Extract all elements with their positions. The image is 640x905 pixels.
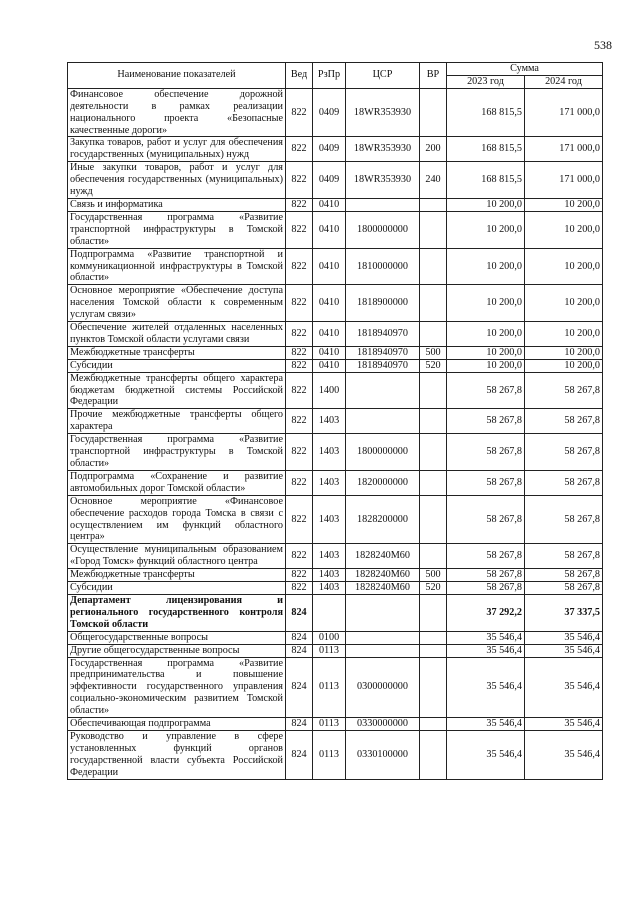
table-row xyxy=(68,88,603,137)
row-sum-2023-cell: 10 200,0 xyxy=(447,322,525,347)
row-sum-2023-cell: 10 200,0 xyxy=(447,248,525,285)
row-csr-cell: 1818940970 xyxy=(346,346,420,359)
row-ved-cell: 822 xyxy=(286,495,313,544)
row-vr-cell xyxy=(420,657,447,718)
row-ved-cell: 822 xyxy=(286,211,313,248)
row-name-cell: Субсидии xyxy=(68,359,286,372)
row-vr-cell xyxy=(420,285,447,322)
row-csr-cell xyxy=(346,409,420,434)
row-sum-2024-cell: 10 200,0 xyxy=(525,198,603,211)
row-vr-cell xyxy=(420,730,447,779)
row-sum-2024-cell: 58 267,8 xyxy=(525,409,603,434)
row-name-cell: Межбюджетные трансферты xyxy=(68,346,286,359)
row-ved-cell: 822 xyxy=(286,137,313,162)
row-name-cell: Государственная программа «Развитие предпринимательства и повышение эффективности государственного управления социально-экономическим развитием Томской области» xyxy=(68,657,286,718)
row-sum-2024-cell: 171 000,0 xyxy=(525,88,603,137)
row-sum-2024-cell: 10 200,0 xyxy=(525,359,603,372)
row-csr-cell: 1818940970 xyxy=(346,359,420,372)
row-csr-cell xyxy=(346,631,420,644)
row-vr-cell: 500 xyxy=(420,569,447,582)
row-name-cell: Прочие межбюджетные трансферты общего характера xyxy=(68,409,286,434)
row-sum-2023-cell: 168 815,5 xyxy=(447,137,525,162)
table-row xyxy=(68,409,603,434)
row-sum-2023-cell: 58 267,8 xyxy=(447,569,525,582)
table-header xyxy=(68,63,603,89)
row-vr-cell xyxy=(420,88,447,137)
row-sum-2023-cell: 35 546,4 xyxy=(447,730,525,779)
row-sum-2024-cell: 58 267,8 xyxy=(525,470,603,495)
row-sum-2023-cell: 35 546,4 xyxy=(447,657,525,718)
table-row xyxy=(68,359,603,372)
row-sum-2024-cell: 171 000,0 xyxy=(525,162,603,199)
row-rzpr-cell xyxy=(313,594,346,631)
row-csr-cell: 1828200000 xyxy=(346,495,420,544)
table-row xyxy=(68,285,603,322)
row-name-cell: Государственная программа «Развитие транспортной инфраструктуры в Томской области» xyxy=(68,434,286,471)
row-ved-cell: 822 xyxy=(286,198,313,211)
header-csr: ЦСР xyxy=(346,63,420,89)
row-name-cell: Обеспечение жителей отдаленных населенных пунктов Томской области услугами связи xyxy=(68,322,286,347)
row-name-cell: Основное мероприятие «Обеспечение доступа населения Томской области к современным услугам связи» xyxy=(68,285,286,322)
header-vr: ВР xyxy=(420,63,447,89)
row-sum-2023-cell: 58 267,8 xyxy=(447,434,525,471)
row-ved-cell: 824 xyxy=(286,657,313,718)
row-name-cell: Подпрограмма «Развитие транспортной и коммуникационной инфраструктуры в Томской области» xyxy=(68,248,286,285)
row-csr-cell: 1820000000 xyxy=(346,470,420,495)
row-sum-2023-cell: 37 292,2 xyxy=(447,594,525,631)
row-name-cell: Общегосударственные вопросы xyxy=(68,631,286,644)
row-vr-cell xyxy=(420,198,447,211)
row-csr-cell xyxy=(346,372,420,409)
row-vr-cell xyxy=(420,470,447,495)
row-rzpr-cell: 0410 xyxy=(313,198,346,211)
row-name-cell: Подпрограмма «Сохранение и развитие автомобильных дорог Томской области» xyxy=(68,470,286,495)
row-sum-2024-cell: 58 267,8 xyxy=(525,495,603,544)
row-ved-cell: 822 xyxy=(286,322,313,347)
row-rzpr-cell: 0100 xyxy=(313,631,346,644)
row-sum-2024-cell: 58 267,8 xyxy=(525,582,603,595)
row-sum-2023-cell: 58 267,8 xyxy=(447,544,525,569)
row-ved-cell: 822 xyxy=(286,88,313,137)
row-sum-2024-cell: 10 200,0 xyxy=(525,346,603,359)
row-csr-cell: 18WR353930 xyxy=(346,162,420,199)
table-row xyxy=(68,718,603,731)
row-sum-2024-cell: 10 200,0 xyxy=(525,248,603,285)
row-name-cell: Финансовое обеспечение дорожной деятельности в рамках реализации национального проекта «Безопасные качественные дороги» xyxy=(68,88,286,137)
row-sum-2023-cell: 58 267,8 xyxy=(447,582,525,595)
row-name-cell: Руководство и управление в сфере установленных функций органов государственной власти субъекта Российской Федерации xyxy=(68,730,286,779)
header-ved: Вед xyxy=(286,63,313,89)
row-name-cell: Межбюджетные трансферты общего характера бюджетам бюджетной системы Российской Федерации xyxy=(68,372,286,409)
row-sum-2023-cell: 10 200,0 xyxy=(447,359,525,372)
row-csr-cell: 18WR353930 xyxy=(346,88,420,137)
table-row xyxy=(68,211,603,248)
row-vr-cell xyxy=(420,409,447,434)
row-sum-2023-cell: 10 200,0 xyxy=(447,346,525,359)
row-rzpr-cell: 0410 xyxy=(313,248,346,285)
row-ved-cell: 822 xyxy=(286,569,313,582)
row-sum-2024-cell: 58 267,8 xyxy=(525,434,603,471)
row-rzpr-cell: 0410 xyxy=(313,211,346,248)
table-row xyxy=(68,137,603,162)
row-csr-cell: 1828240М60 xyxy=(346,569,420,582)
row-vr-cell xyxy=(420,544,447,569)
row-rzpr-cell: 1403 xyxy=(313,434,346,471)
row-rzpr-cell: 1403 xyxy=(313,569,346,582)
row-vr-cell xyxy=(420,248,447,285)
row-rzpr-cell: 0410 xyxy=(313,285,346,322)
row-name-cell: Иные закупки товаров, работ и услуг для обеспечения государственных (муниципальных) нужд xyxy=(68,162,286,199)
row-name-cell: Департамент лицензирования и регионального государственного контроля Томской области xyxy=(68,594,286,631)
table-row xyxy=(68,434,603,471)
row-sum-2024-cell: 10 200,0 xyxy=(525,322,603,347)
table-row xyxy=(68,198,603,211)
table-body xyxy=(68,88,603,779)
row-rzpr-cell: 1403 xyxy=(313,544,346,569)
row-vr-cell xyxy=(420,434,447,471)
row-name-cell: Связь и информатика xyxy=(68,198,286,211)
row-rzpr-cell: 0410 xyxy=(313,346,346,359)
row-vr-cell: 200 xyxy=(420,137,447,162)
row-vr-cell xyxy=(420,211,447,248)
row-sum-2023-cell: 58 267,8 xyxy=(447,470,525,495)
row-sum-2024-cell: 35 546,4 xyxy=(525,718,603,731)
row-rzpr-cell: 0113 xyxy=(313,644,346,657)
header-name: Наименование показателей xyxy=(68,63,286,89)
row-name-cell: Межбюджетные трансферты xyxy=(68,569,286,582)
row-ved-cell: 822 xyxy=(286,434,313,471)
row-sum-2023-cell: 10 200,0 xyxy=(447,211,525,248)
table-row xyxy=(68,470,603,495)
table-row xyxy=(68,569,603,582)
row-name-cell: Осуществление муниципальным образованием «Город Томск» функций областного центра xyxy=(68,544,286,569)
table-row xyxy=(68,372,603,409)
row-ved-cell: 822 xyxy=(286,470,313,495)
header-rzpr: РзПр xyxy=(313,63,346,89)
row-sum-2024-cell: 58 267,8 xyxy=(525,544,603,569)
row-vr-cell: 500 xyxy=(420,346,447,359)
row-sum-2024-cell: 171 000,0 xyxy=(525,137,603,162)
row-rzpr-cell: 1403 xyxy=(313,470,346,495)
row-csr-cell xyxy=(346,594,420,631)
table-row xyxy=(68,322,603,347)
row-ved-cell: 822 xyxy=(286,372,313,409)
row-vr-cell xyxy=(420,594,447,631)
row-csr-cell xyxy=(346,198,420,211)
table-row xyxy=(68,544,603,569)
row-rzpr-cell: 0410 xyxy=(313,359,346,372)
row-vr-cell xyxy=(420,644,447,657)
row-rzpr-cell: 0113 xyxy=(313,657,346,718)
table-row xyxy=(68,631,603,644)
row-name-cell: Обеспечивающая подпрограмма xyxy=(68,718,286,731)
row-sum-2023-cell: 10 200,0 xyxy=(447,285,525,322)
row-sum-2023-cell: 10 200,0 xyxy=(447,198,525,211)
row-vr-cell xyxy=(420,718,447,731)
header-sum: Сумма xyxy=(447,63,603,76)
row-rzpr-cell: 0410 xyxy=(313,322,346,347)
row-ved-cell: 822 xyxy=(286,582,313,595)
row-ved-cell: 824 xyxy=(286,594,313,631)
row-sum-2023-cell: 168 815,5 xyxy=(447,162,525,199)
row-sum-2024-cell: 58 267,8 xyxy=(525,569,603,582)
row-ved-cell: 824 xyxy=(286,631,313,644)
row-rzpr-cell: 0409 xyxy=(313,162,346,199)
row-sum-2023-cell: 35 546,4 xyxy=(447,644,525,657)
budget-table xyxy=(67,62,603,780)
row-sum-2024-cell: 37 337,5 xyxy=(525,594,603,631)
row-vr-cell: 240 xyxy=(420,162,447,199)
table-row xyxy=(68,495,603,544)
row-vr-cell: 520 xyxy=(420,582,447,595)
row-ved-cell: 822 xyxy=(286,409,313,434)
row-vr-cell: 520 xyxy=(420,359,447,372)
header-year-2024: 2024 год xyxy=(525,75,603,88)
header-year-2023: 2023 год xyxy=(447,75,525,88)
row-rzpr-cell: 1400 xyxy=(313,372,346,409)
row-name-cell: Другие общегосударственные вопросы xyxy=(68,644,286,657)
page-number: 538 xyxy=(594,38,612,52)
row-vr-cell xyxy=(420,322,447,347)
row-csr-cell: 1818940970 xyxy=(346,322,420,347)
row-sum-2024-cell: 35 546,4 xyxy=(525,631,603,644)
row-sum-2024-cell: 35 546,4 xyxy=(525,657,603,718)
table-row xyxy=(68,346,603,359)
row-ved-cell: 822 xyxy=(286,162,313,199)
table-row xyxy=(68,162,603,199)
row-sum-2023-cell: 58 267,8 xyxy=(447,372,525,409)
row-sum-2023-cell: 58 267,8 xyxy=(447,409,525,434)
row-sum-2024-cell: 10 200,0 xyxy=(525,285,603,322)
row-sum-2023-cell: 35 546,4 xyxy=(447,631,525,644)
table-row xyxy=(68,730,603,779)
row-ved-cell: 822 xyxy=(286,346,313,359)
row-sum-2023-cell: 168 815,5 xyxy=(447,88,525,137)
row-sum-2024-cell: 58 267,8 xyxy=(525,372,603,409)
row-ved-cell: 824 xyxy=(286,730,313,779)
row-csr-cell: 18WR353930 xyxy=(346,137,420,162)
row-csr-cell: 1810000000 xyxy=(346,248,420,285)
row-vr-cell xyxy=(420,372,447,409)
row-csr-cell: 1800000000 xyxy=(346,434,420,471)
row-name-cell: Субсидии xyxy=(68,582,286,595)
row-vr-cell xyxy=(420,631,447,644)
row-sum-2024-cell: 35 546,4 xyxy=(525,644,603,657)
row-ved-cell: 824 xyxy=(286,644,313,657)
row-rzpr-cell: 0409 xyxy=(313,137,346,162)
row-ved-cell: 824 xyxy=(286,718,313,731)
row-rzpr-cell: 1403 xyxy=(313,409,346,434)
row-vr-cell xyxy=(420,495,447,544)
row-csr-cell: 1818900000 xyxy=(346,285,420,322)
row-ved-cell: 822 xyxy=(286,544,313,569)
row-name-cell: Государственная программа «Развитие транспортной инфраструктуры в Томской области» xyxy=(68,211,286,248)
table-row xyxy=(68,657,603,718)
table-row xyxy=(68,582,603,595)
row-ved-cell: 822 xyxy=(286,285,313,322)
row-csr-cell: 0330100000 xyxy=(346,730,420,779)
row-ved-cell: 822 xyxy=(286,359,313,372)
row-sum-2024-cell: 35 546,4 xyxy=(525,730,603,779)
row-rzpr-cell: 1403 xyxy=(313,495,346,544)
row-name-cell: Основное мероприятие «Финансовое обеспечение расходов города Томска в связи с осуществлением им функций областного центра» xyxy=(68,495,286,544)
row-csr-cell: 1800000000 xyxy=(346,211,420,248)
row-csr-cell xyxy=(346,644,420,657)
row-rzpr-cell: 0113 xyxy=(313,730,346,779)
table-row xyxy=(68,594,603,631)
row-sum-2023-cell: 58 267,8 xyxy=(447,495,525,544)
row-ved-cell: 822 xyxy=(286,248,313,285)
row-sum-2023-cell: 35 546,4 xyxy=(447,718,525,731)
row-csr-cell: 0330000000 xyxy=(346,718,420,731)
row-name-cell: Закупка товаров, работ и услуг для обеспечения государственных (муниципальных) нужд xyxy=(68,137,286,162)
row-rzpr-cell: 0113 xyxy=(313,718,346,731)
row-sum-2024-cell: 10 200,0 xyxy=(525,211,603,248)
table-row xyxy=(68,248,603,285)
table-row xyxy=(68,644,603,657)
row-rzpr-cell: 1403 xyxy=(313,582,346,595)
row-csr-cell: 0300000000 xyxy=(346,657,420,718)
row-csr-cell: 1828240М60 xyxy=(346,544,420,569)
row-csr-cell: 1828240М60 xyxy=(346,582,420,595)
row-rzpr-cell: 0409 xyxy=(313,88,346,137)
